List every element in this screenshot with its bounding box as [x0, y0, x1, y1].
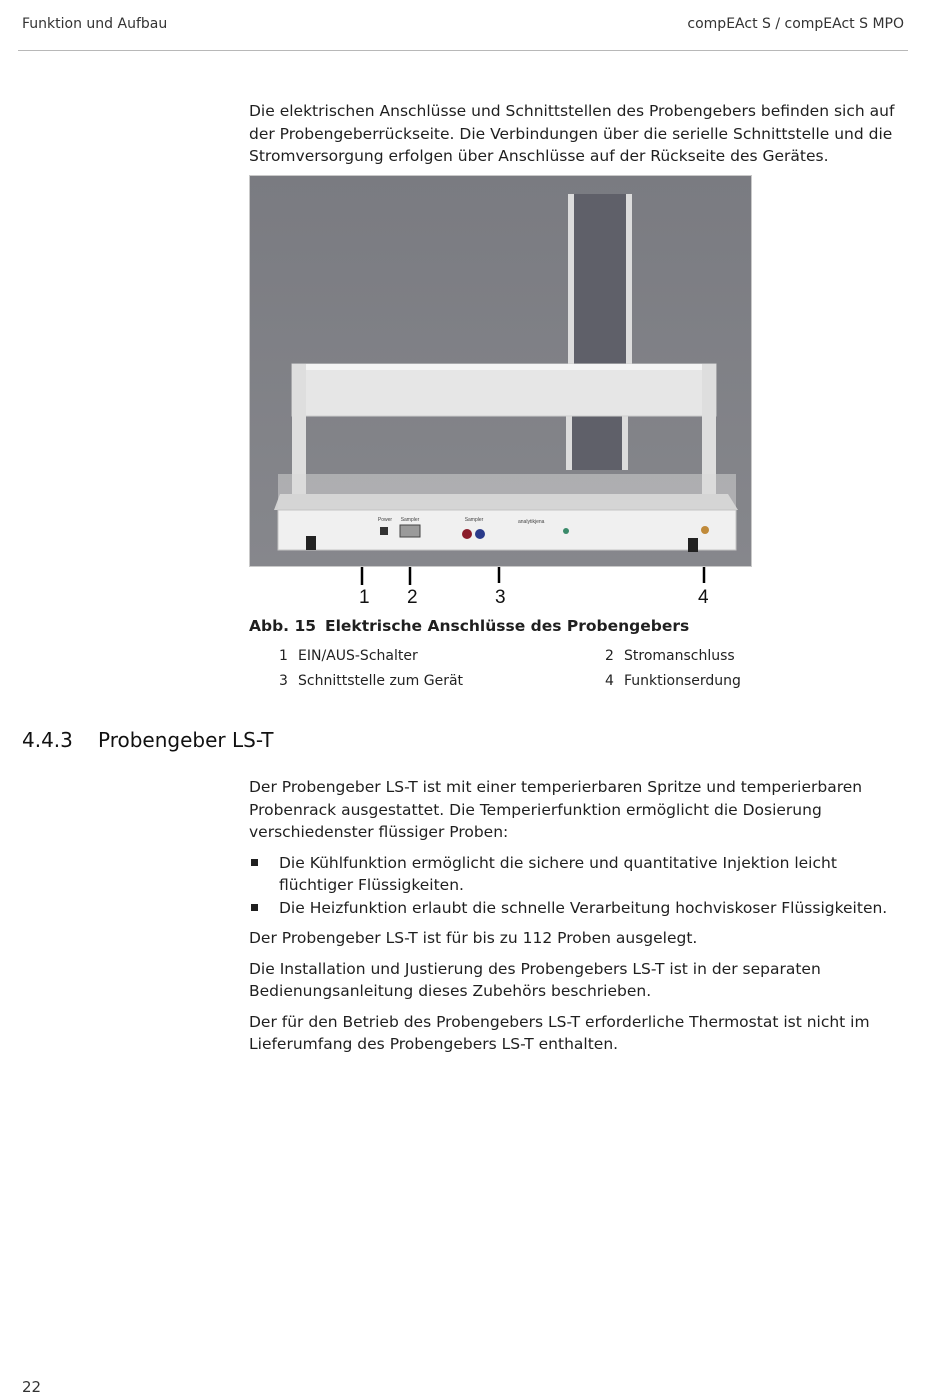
list-item: Die Kühlfunktion ermöglicht die sichere und quantitative Injektion leicht flüchtiger Flüssigkeiten. — [249, 852, 909, 897]
figure-callouts — [249, 567, 752, 612]
caption-label: Abb. 15 — [249, 617, 317, 635]
page-number: 22 — [22, 1378, 42, 1396]
section-number: 4.4.3 — [22, 728, 73, 752]
brand-label: analytikjena — [518, 519, 545, 525]
sampler-label-left: Sampler — [400, 517, 420, 523]
callout-4: 4 — [698, 587, 709, 608]
column-plate — [568, 194, 632, 374]
paragraph: Der Probengeber LS-T ist mit einer temperierbaren Spritze und temperierbaren Probenrack ausgestattet. Die Temperierfunktion ermöglicht die Dosierung verschiedenster flüssiger Proben: — [249, 778, 863, 841]
caption-title: Elektrische Anschlüsse des Probengebers — [325, 617, 690, 635]
legend-item: 3 Schnittstelle zum Gerät — [279, 673, 464, 689]
callout-2: 2 — [407, 587, 418, 608]
paragraph: Die Installation und Justierung des Probengebers LS-T ist in der separaten Bedienungsanleitung dieses Zubehörs beschrieben. — [249, 959, 821, 1000]
list-item: Die Heizfunktion erlaubt die schnelle Verarbeitung hochviskoser Flüssigkeiten. — [249, 897, 909, 920]
top-shelf — [292, 364, 716, 416]
sampler-illustration — [250, 176, 751, 566]
square-bullet-icon — [251, 904, 258, 911]
power-label: Power — [377, 517, 393, 523]
legend-item: 1 EIN/AUS-Schalter — [279, 648, 418, 664]
legend-item: 4 Funktionserdung — [605, 673, 741, 689]
callout-3: 3 — [495, 587, 506, 608]
square-bullet-icon — [251, 859, 258, 866]
page-header — [18, 0, 908, 51]
section-title: Probengeber LS-T — [98, 728, 274, 752]
header-product: compEAct S / compEAct S MPO — [687, 16, 904, 32]
callout-lines — [249, 567, 752, 589]
sampler-rear-photo — [249, 175, 752, 567]
sampler-label-right: Sampler — [464, 517, 484, 523]
section-body — [249, 776, 909, 1064]
header-chapter: Funktion und Aufbau — [22, 16, 168, 32]
paragraph: Der Probengeber LS-T ist für bis zu 112 Proben ausgelegt. — [249, 929, 698, 947]
bullet-list — [249, 852, 909, 920]
callout-1: 1 — [359, 587, 370, 608]
section-heading — [22, 728, 273, 752]
paragraph: Der für den Betrieb des Probengebers LS-T erforderliche Thermostat ist nicht im Lieferumfang des Probengebers LS-T enthalten. — [249, 1012, 870, 1053]
legend-item: 2 Stromanschluss — [605, 648, 735, 664]
figure-caption — [249, 617, 689, 635]
intro-paragraph: Die elektrischen Anschlüsse und Schnittstellen des Probengebers befinden sich auf der Probengeberrückseite. Die Verbindungen über die serielle Schnittstelle und die Stromversorgung erfolgen über Anschlüsse auf der Rückseite des Gerätes. — [249, 102, 895, 165]
rear-panel — [278, 510, 736, 550]
